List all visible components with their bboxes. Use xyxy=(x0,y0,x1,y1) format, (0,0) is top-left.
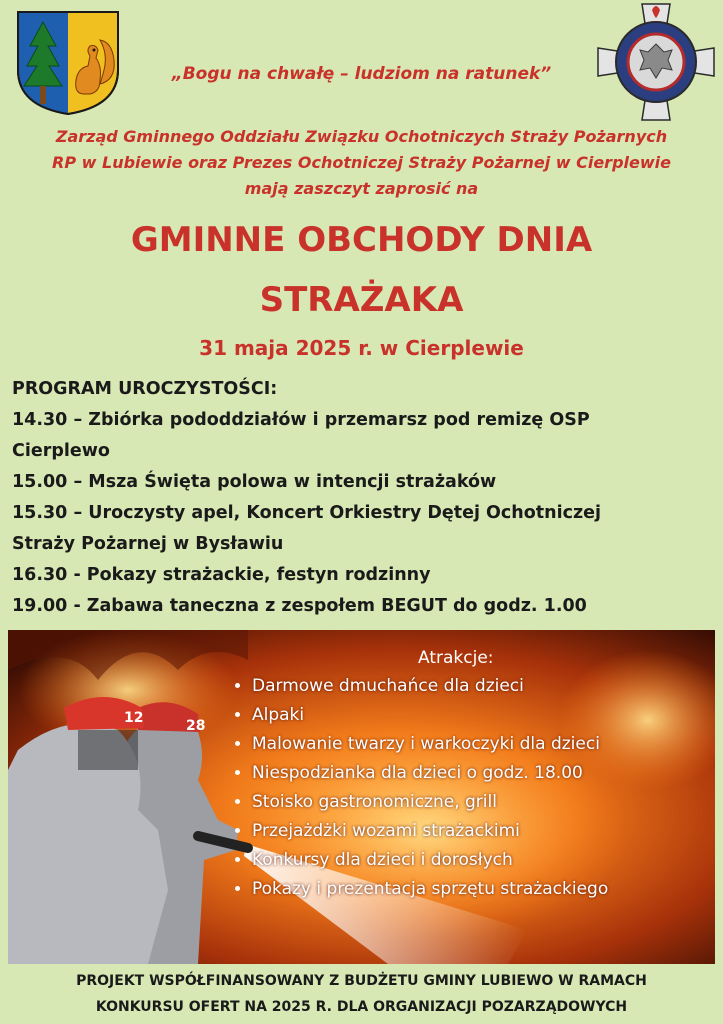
program-section xyxy=(12,374,712,622)
event-title-line1: GMINNE OBCHODY DNIA xyxy=(130,220,593,260)
intro-text xyxy=(8,124,715,202)
program-line: 14.30 – Zbiórka pododdziałów i przemarsz pod remizę OSP xyxy=(12,410,590,430)
program-line: 15.30 – Uroczysty apel, Koncert Orkiestry Dętej Ochotniczej xyxy=(12,503,602,523)
osp-badge-icon xyxy=(594,0,718,124)
program-line: Straży Pożarnej w Bysławiu xyxy=(12,534,284,554)
helmet-number: 28 xyxy=(186,718,206,734)
footer-line: KONKURSU OFERT NA 2025 R. DLA ORGANIZACJI POZARZĄDOWYCH xyxy=(95,999,628,1015)
attractions-section xyxy=(228,648,718,904)
footer-line: PROJEKT WSPÓŁFINANSOWANY Z BUDŻETU GMINY LUBIEWO W RAMACH xyxy=(76,973,647,989)
program-line: 19.00 - Zabawa taneczna z zespołem BEGUT do godz. 1.00 xyxy=(12,596,587,616)
attractions-list xyxy=(228,672,718,904)
list-item: • Niespodzianka dla dzieci o godz. 18.00 xyxy=(252,759,718,788)
program-line: 16.30 - Pokazy strażackie, festyn rodzinny xyxy=(12,565,431,585)
motto: „Bogu na chwałę – ludziom na ratunek” xyxy=(171,64,552,84)
program-heading: PROGRAM UROCZYSTOŚCI: xyxy=(12,379,278,399)
list-item: • Darmowe dmuchańce dla dzieci xyxy=(252,672,718,701)
intro-line: mają zaszczyt zaprosić na xyxy=(244,179,479,198)
list-item: • Malowanie twarzy i warkoczyki dla dzieci xyxy=(252,730,718,759)
gmina-coat-of-arms-icon xyxy=(16,10,120,116)
list-item: • Alpaki xyxy=(252,701,718,730)
list-item: • Stoisko gastronomiczne, grill xyxy=(252,788,718,817)
intro-line: Zarząd Gminnego Oddziału Związku Ochotniczych Straży Pożarnych xyxy=(55,127,668,146)
event-date: 31 maja 2025 r. w Cierplewie xyxy=(199,336,524,360)
funding-note xyxy=(0,968,723,1020)
list-item: • Konkursy dla dzieci i dorosłych xyxy=(252,846,718,875)
helmet-number: 12 xyxy=(124,710,144,726)
program-line: 15.00 – Msza Święta polowa w intencji strażaków xyxy=(12,472,497,492)
attractions-heading: Atrakcje: xyxy=(418,648,494,668)
list-item: • Pokazy i prezentacja sprzętu strażackiego xyxy=(252,875,718,904)
intro-line: RP w Lubiewie oraz Prezes Ochotniczej Straży Pożarnej w Cierplewie xyxy=(52,153,671,172)
program-line: Cierplewo xyxy=(12,441,110,461)
event-title-line2: STRAŻAKA xyxy=(259,280,464,320)
list-item: • Przejażdżki wozami strażackimi xyxy=(252,817,718,846)
